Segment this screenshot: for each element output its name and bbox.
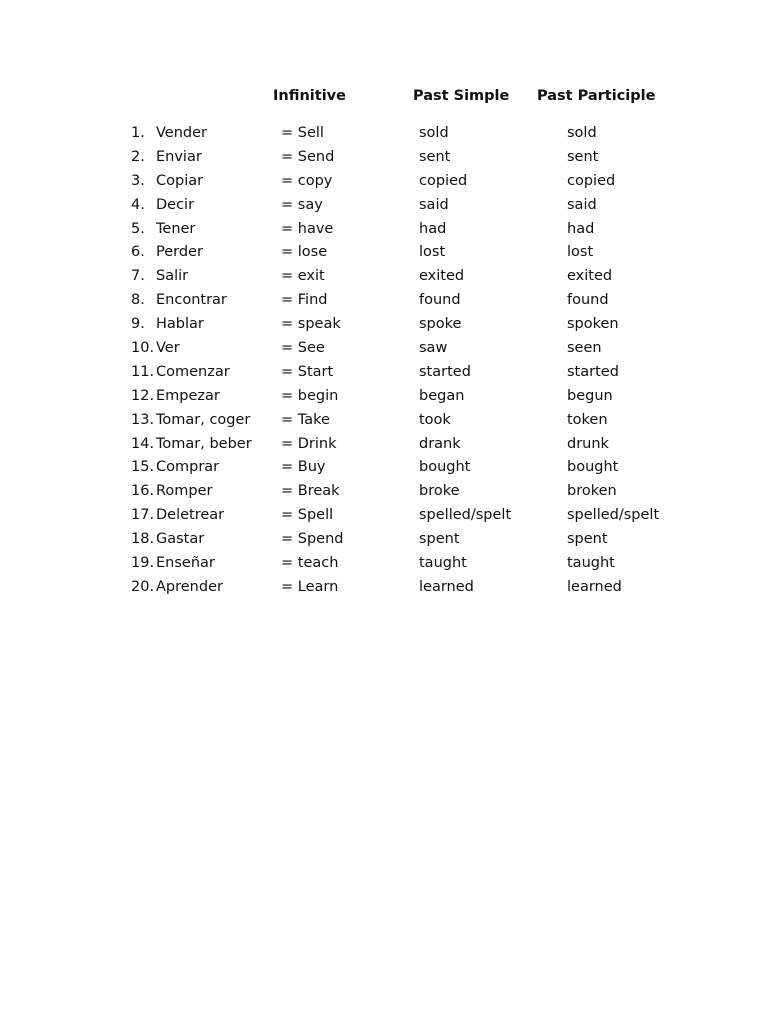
verb-number: 5. <box>131 220 145 237</box>
spanish-verb: Aprender <box>156 578 223 595</box>
english-infinitive: = Spell <box>281 507 334 524</box>
past-participle: learned <box>567 578 622 595</box>
past-participle: drunk <box>567 435 609 452</box>
header-past-simple: Past Simple <box>413 88 510 104</box>
verb-number: 11. <box>131 363 155 380</box>
english-infinitive: = Learn <box>281 578 339 595</box>
list-item <box>0 338 768 362</box>
verb-number: 10. <box>131 340 155 357</box>
past-participle: taught <box>567 555 615 572</box>
spanish-verb: Vender <box>156 125 207 141</box>
past-participle: token <box>567 411 608 428</box>
past-simple: said <box>419 196 449 213</box>
verb-number: 12. <box>131 387 155 404</box>
past-simple: had <box>419 220 447 237</box>
spanish-verb: Tomar, beber <box>156 435 252 452</box>
list-item <box>0 266 768 290</box>
verb-number: 17. <box>131 507 155 524</box>
header-past-participle: Past Participle <box>537 88 656 104</box>
spanish-verb: Tomar, coger <box>156 411 251 428</box>
verb-number: 9. <box>131 316 145 333</box>
past-participle: started <box>567 363 619 380</box>
list-item <box>0 434 768 458</box>
spanish-verb: Copiar <box>156 172 204 189</box>
past-simple: learned <box>419 578 474 595</box>
english-infinitive: = Sell <box>281 125 324 141</box>
english-infinitive: = Start <box>281 363 334 380</box>
english-infinitive: = Buy <box>281 459 326 476</box>
list-item <box>0 481 768 505</box>
spanish-verb: Comenzar <box>156 363 230 380</box>
table-header <box>0 88 768 108</box>
verb-number: 3. <box>131 172 145 189</box>
past-simple: found <box>419 292 461 309</box>
spanish-verb: Enseñar <box>156 555 215 572</box>
spanish-verb: Salir <box>156 268 189 285</box>
list-item <box>0 147 768 171</box>
past-participle: exited <box>567 268 613 285</box>
verb-number: 8. <box>131 292 145 309</box>
list-item <box>0 123 768 147</box>
list-item <box>0 242 768 266</box>
past-simple: broke <box>419 483 460 500</box>
past-simple: copied <box>419 172 468 189</box>
english-infinitive: = Break <box>281 483 340 500</box>
past-participle: had <box>567 220 595 237</box>
list-item <box>0 410 768 434</box>
verb-list <box>0 123 768 601</box>
past-participle: found <box>567 292 609 309</box>
past-participle: said <box>567 196 597 213</box>
verb-number: 2. <box>131 148 145 165</box>
english-infinitive: = Spend <box>281 531 344 548</box>
verb-number: 19. <box>131 555 155 572</box>
list-item <box>0 386 768 410</box>
list-item <box>0 505 768 529</box>
past-participle: copied <box>567 172 616 189</box>
list-item <box>0 171 768 195</box>
verb-number: 20. <box>131 578 155 595</box>
english-infinitive: = Drink <box>281 435 337 452</box>
list-item <box>0 219 768 243</box>
past-simple: began <box>419 387 465 404</box>
list-item <box>0 362 768 386</box>
list-item <box>0 195 768 219</box>
english-infinitive: = copy <box>281 172 333 189</box>
past-simple: sold <box>419 125 449 141</box>
past-simple: taught <box>419 555 467 572</box>
english-infinitive: = begin <box>281 387 339 404</box>
spanish-verb: Perder <box>156 244 203 261</box>
english-infinitive: = Send <box>281 148 335 165</box>
verb-number: 1. <box>131 125 145 141</box>
english-infinitive: = say <box>281 196 323 213</box>
verb-number: 6. <box>131 244 145 261</box>
past-simple: took <box>419 411 451 428</box>
past-simple: drank <box>419 435 461 452</box>
english-infinitive: = Find <box>281 292 328 309</box>
english-infinitive: = lose <box>281 244 328 261</box>
english-infinitive: = teach <box>281 555 339 572</box>
spanish-verb: Gastar <box>156 531 205 548</box>
past-simple: spelled/spelt <box>419 507 512 524</box>
spanish-verb: Tener <box>156 220 196 237</box>
list-item <box>0 553 768 577</box>
list-item <box>0 290 768 314</box>
list-item <box>0 314 768 338</box>
past-participle: sold <box>567 125 597 141</box>
past-simple: spoke <box>419 316 462 333</box>
spanish-verb: Enviar <box>156 148 202 165</box>
past-participle: lost <box>567 244 594 261</box>
spanish-verb: Comprar <box>156 459 220 476</box>
header-infinitive: Infinitive <box>273 88 346 104</box>
verb-number: 15. <box>131 459 155 476</box>
verb-number: 13. <box>131 411 155 428</box>
past-simple: started <box>419 363 471 380</box>
past-participle: begun <box>567 387 613 404</box>
spanish-verb: Deletrear <box>156 507 225 524</box>
past-simple: saw <box>419 340 448 357</box>
english-infinitive: = See <box>281 340 325 357</box>
verb-number: 16. <box>131 483 155 500</box>
past-participle: broken <box>567 483 617 500</box>
past-simple: exited <box>419 268 465 285</box>
verb-number: 18. <box>131 531 155 548</box>
past-simple: spent <box>419 531 460 548</box>
english-infinitive: = speak <box>281 316 341 333</box>
spanish-verb: Romper <box>156 483 213 500</box>
list-item <box>0 457 768 481</box>
list-item <box>0 529 768 553</box>
spanish-verb: Encontrar <box>156 292 227 309</box>
past-participle: spent <box>567 531 608 548</box>
english-infinitive: = exit <box>281 268 325 285</box>
spanish-verb: Decir <box>156 196 195 213</box>
past-participle: sent <box>567 148 599 165</box>
list-item <box>0 577 768 601</box>
past-simple: bought <box>419 459 471 476</box>
verb-number: 14. <box>131 435 155 452</box>
english-infinitive: = have <box>281 220 334 237</box>
past-participle: seen <box>567 340 602 357</box>
english-infinitive: = Take <box>281 411 330 428</box>
past-participle: bought <box>567 459 619 476</box>
past-simple: lost <box>419 244 446 261</box>
verb-number: 4. <box>131 196 145 213</box>
past-simple: sent <box>419 148 451 165</box>
verb-number: 7. <box>131 268 145 285</box>
past-participle: spelled/spelt <box>567 507 660 524</box>
past-participle: spoken <box>567 316 619 333</box>
spanish-verb: Ver <box>156 340 180 357</box>
spanish-verb: Hablar <box>156 316 204 333</box>
spanish-verb: Empezar <box>156 387 220 404</box>
